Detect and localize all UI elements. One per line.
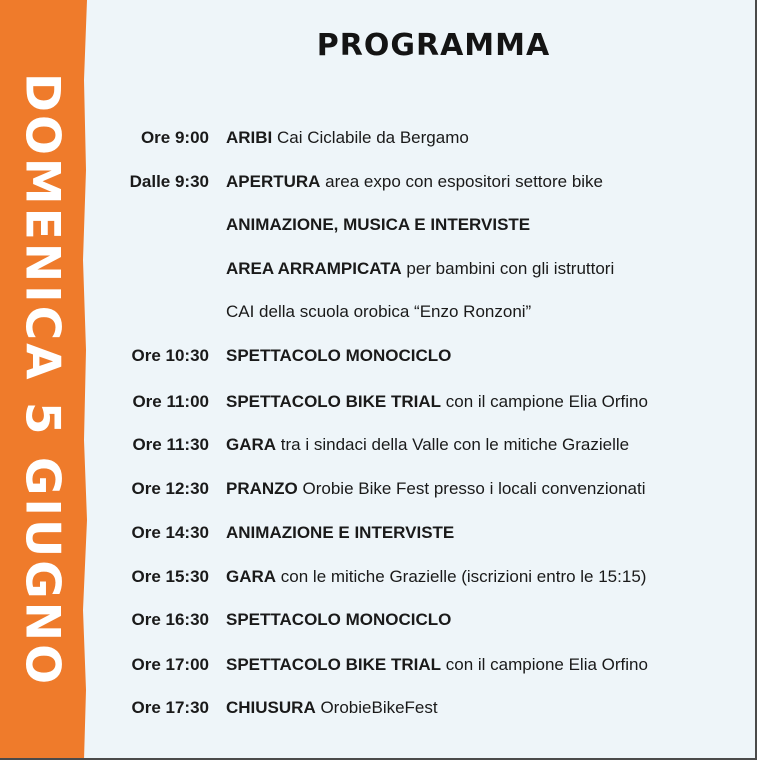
schedule-detail: con il campione Elia Orfino <box>441 392 648 411</box>
schedule-row <box>100 695 755 721</box>
schedule-detail: Orobie Bike Fest presso i locali convenzionati <box>297 479 646 498</box>
schedule-event: SPETTACOLO MONOCICLO <box>226 346 452 365</box>
schedule-event: SPETTACOLO MONOCICLO <box>226 610 452 629</box>
schedule-content <box>226 299 531 325</box>
schedule-row <box>100 169 755 195</box>
schedule-detail: tra i sindaci della Valle con le mitiche Grazielle <box>276 435 630 454</box>
schedule-content <box>226 125 469 151</box>
schedule-content <box>226 389 648 415</box>
schedule-row <box>100 125 755 151</box>
schedule-row <box>100 520 755 546</box>
schedule-row <box>100 432 755 458</box>
schedule-time: Ore 9:00 <box>140 128 209 147</box>
program-heading: PROGRAMMA <box>316 28 551 63</box>
schedule-row <box>100 476 755 502</box>
schedule-content <box>226 607 451 633</box>
schedule-event: GARA <box>226 567 277 586</box>
schedule-row <box>100 564 755 590</box>
schedule-list <box>100 0 755 760</box>
schedule-row <box>100 299 755 325</box>
schedule-detail: con le mitiche Grazielle (iscrizioni entro le 15:15) <box>276 567 647 586</box>
schedule-content <box>226 564 646 590</box>
schedule-event: GARA <box>226 435 277 454</box>
schedule-event: ARIBI <box>226 128 273 147</box>
schedule-content <box>226 256 614 282</box>
schedule-time: Dalle 9:30 <box>129 172 209 191</box>
schedule-row <box>100 343 755 369</box>
schedule-content <box>226 343 451 369</box>
schedule-content <box>226 520 454 546</box>
schedule-time: Ore 14:30 <box>131 523 209 542</box>
vertical-date-title: DOMENICA 5 GIUGNO <box>14 72 70 688</box>
schedule-time: Ore 11:00 <box>132 392 209 411</box>
schedule-content <box>226 169 603 195</box>
schedule-detail: per bambini con gli istruttori <box>401 259 615 278</box>
schedule-content <box>226 432 629 458</box>
schedule-event: AREA ARRAMPICATA <box>226 259 402 278</box>
schedule-content <box>226 695 438 721</box>
schedule-content <box>226 652 648 678</box>
schedule-time: Ore 11:30 <box>132 435 209 454</box>
schedule-event: SPETTACOLO BIKE TRIAL <box>226 655 442 674</box>
schedule-content <box>226 476 646 502</box>
schedule-time: Ore 12:30 <box>131 479 209 498</box>
schedule-event: SPETTACOLO BIKE TRIAL <box>226 392 442 411</box>
schedule-event: CHIUSURA <box>226 698 316 717</box>
schedule-event: ANIMAZIONE, MUSICA E INTERVISTE <box>226 215 531 234</box>
schedule-event: PRANZO <box>226 479 298 498</box>
schedule-detail: Cai Ciclabile da Bergamo <box>272 128 469 147</box>
schedule-row <box>100 256 755 282</box>
schedule-content <box>226 212 530 238</box>
schedule-time: Ore 15:30 <box>131 567 209 586</box>
schedule-time: Ore 17:30 <box>131 698 209 717</box>
side-band <box>0 0 100 760</box>
schedule-row <box>100 212 755 238</box>
schedule-time: Ore 17:00 <box>131 655 209 674</box>
schedule-row <box>100 389 755 415</box>
schedule-detail: area expo con espositori settore bike <box>320 172 604 191</box>
schedule-time: Ore 10:30 <box>131 346 209 365</box>
schedule-row <box>100 652 755 678</box>
schedule-event: ANIMAZIONE E INTERVISTE <box>226 523 455 542</box>
schedule-row <box>100 607 755 633</box>
schedule-time: Ore 16:30 <box>131 610 209 629</box>
schedule-detail: CAI della scuola orobica “Enzo Ronzoni” <box>226 302 532 321</box>
schedule-event: APERTURA <box>226 172 321 191</box>
schedule-detail: OrobieBikeFest <box>315 698 438 717</box>
schedule-detail: con il campione Elia Orfino <box>441 655 648 674</box>
